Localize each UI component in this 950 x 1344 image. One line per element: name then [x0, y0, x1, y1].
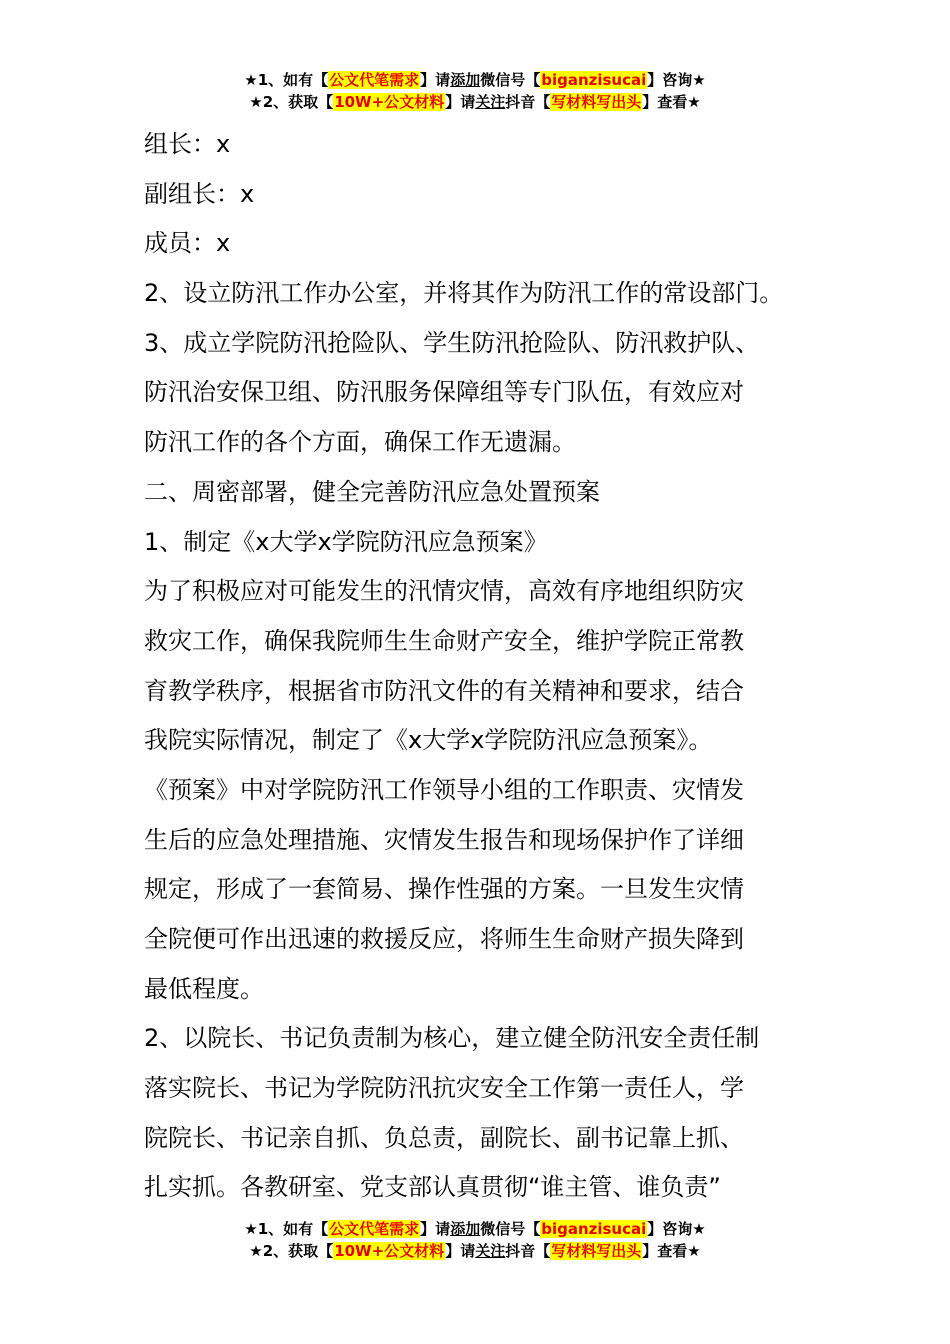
banner-highlight: 10W+公文材料 — [334, 93, 445, 111]
banner-text: 微信号【 — [480, 71, 541, 89]
text-line: 成员：x — [144, 229, 231, 258]
text-line: 育教学秩序，根据省市防汛文件的有关精神和要求，结合 — [144, 676, 744, 705]
banner-text: ★2、获取【 — [249, 93, 334, 111]
document-body — [144, 120, 810, 1213]
banner-highlight: biganzisucai — [541, 71, 647, 89]
banner-text: ★2、获取【 — [249, 1242, 334, 1260]
banner-highlight: 公文代笔需求 — [329, 1220, 420, 1238]
banner-line-1 — [0, 69, 950, 91]
banner-highlight: 公文代笔需求 — [329, 71, 420, 89]
banner-text: 抖音【 — [505, 93, 551, 111]
banner-underline: 关注 — [475, 1242, 506, 1260]
text-line: 3、成立学院防汛抢险队、学生防汛抢险队、防汛救护队、 — [144, 328, 760, 357]
text-line: 防汛治安保卫组、防汛服务保障组等专门队伍，有效应对 — [144, 378, 744, 407]
banner-line-2 — [0, 1240, 950, 1262]
banner-text: 】查看★ — [642, 93, 701, 111]
banner-text: 】请 — [420, 71, 451, 89]
text-line: 生后的应急处理措施、灾情发生报告和现场保护作了详细 — [144, 825, 744, 854]
text-line: 组长：x — [144, 130, 231, 158]
text-line: 副组长：x — [144, 179, 255, 208]
banner-highlight: 10W+公文材料 — [334, 1242, 445, 1260]
header-banner — [0, 69, 950, 113]
banner-highlight: 写材料写出头 — [551, 93, 642, 111]
banner-text: 抖音【 — [505, 1242, 551, 1260]
banner-text: 】请 — [420, 1220, 451, 1238]
banner-line-1 — [0, 1218, 950, 1240]
text-line: 1、制定《x大学x学院防汛应急预案》 — [144, 527, 548, 556]
banner-highlight: 写材料写出头 — [551, 1242, 642, 1260]
text-line: 院院长、书记亲自抓、负总责，副院长、副书记靠上抓、 — [144, 1123, 744, 1152]
footer-banner — [0, 1218, 950, 1262]
text-line: 防汛工作的各个方面，确保工作无遗漏。 — [144, 428, 576, 457]
text-line: 落实院长、书记为学院防汛抗灾安全工作第一责任人，学 — [144, 1074, 744, 1103]
banner-underline: 添加 — [450, 1220, 481, 1238]
banner-line-2 — [0, 91, 950, 113]
text-line: 全院便可作出迅速的救援反应，将师生生命财产损失降到 — [144, 925, 744, 953]
text-line: 救灾工作，确保我院师生生命财产安全，维护学院正常教 — [144, 626, 744, 655]
banner-text: 】请 — [445, 93, 476, 111]
banner-text: 微信号【 — [480, 1220, 541, 1238]
banner-underline: 关注 — [475, 93, 506, 111]
banner-text: 】咨询★ — [647, 71, 706, 89]
banner-text: 】咨询★ — [647, 1220, 706, 1238]
banner-highlight: biganzisucai — [541, 1220, 647, 1238]
text-line: 扎实抓。各教研室、党支部认真贯彻“谁主管、谁负责” — [144, 1173, 721, 1202]
text-line: 2、以院长、书记负责制为核心，建立健全防汛安全责任制 — [144, 1024, 760, 1053]
text-line: 为了积极应对可能发生的汛情灾情，高效有序地组织防灾 — [144, 577, 744, 606]
text-line: 我院实际情况，制定了《x大学x学院防汛应急预案》。 — [144, 726, 713, 755]
text-line: 最低程度。 — [144, 974, 264, 1003]
banner-text: ★1、如有【 — [244, 71, 329, 89]
section-heading: 二、周密部署，健全完善防汛应急处置预案 — [144, 477, 600, 506]
text-line: 规定，形成了一套简易、操作性强的方案。一旦发生灾情 — [144, 875, 744, 904]
banner-text: ★1、如有【 — [244, 1220, 329, 1238]
banner-text: 】查看★ — [642, 1242, 701, 1260]
text-line: 《预案》中对学院防汛工作领导小组的工作职责、灾情发 — [144, 775, 744, 804]
banner-text: 】请 — [445, 1242, 476, 1260]
banner-underline: 添加 — [450, 71, 481, 89]
text-line: 2、设立防汛工作办公室，并将其作为防汛工作的常设部门。 — [144, 279, 784, 308]
